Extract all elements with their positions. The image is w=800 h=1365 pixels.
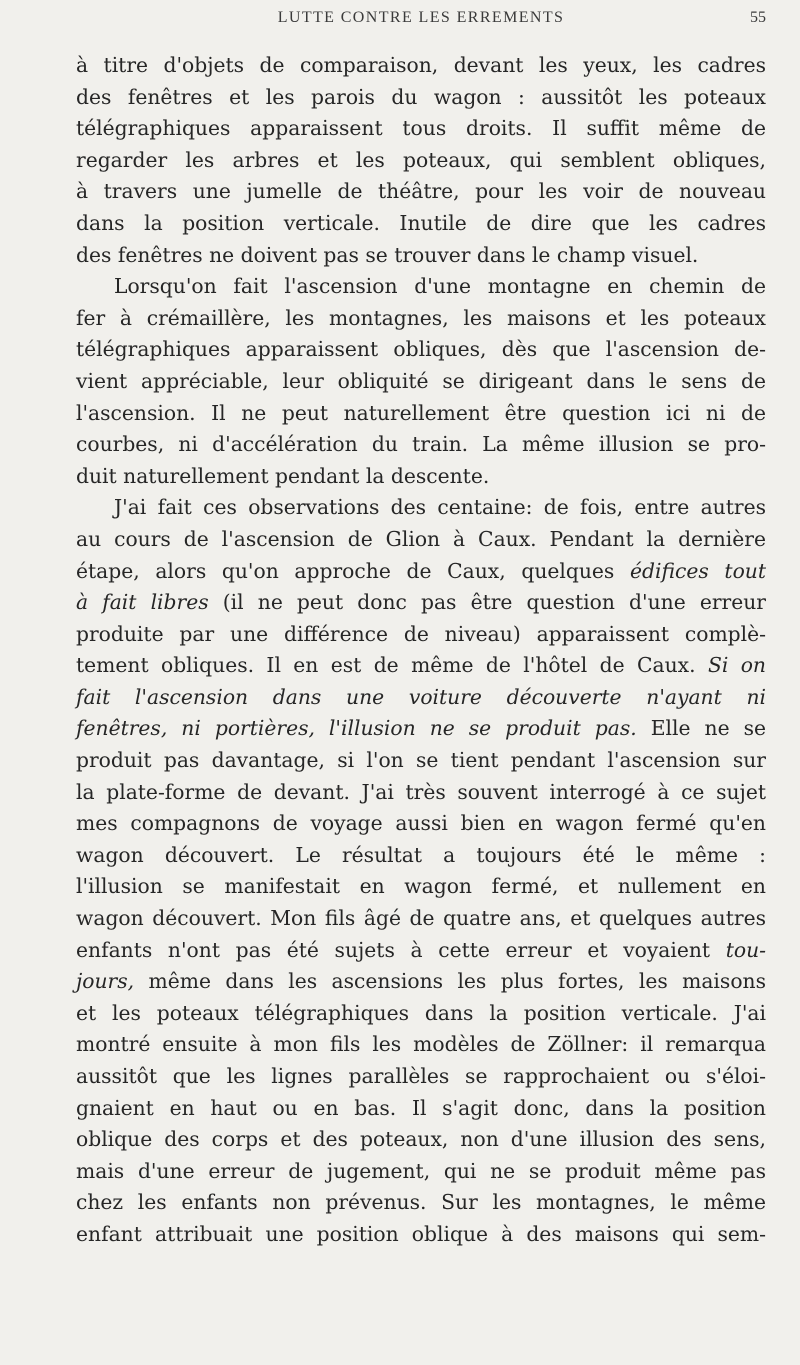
text-line: à travers une jumelle de théâtre, pour les voir de nouveau <box>76 179 766 204</box>
text-line: fenêtres, ni portières, l'illusion ne se produit pas. Elle ne se <box>76 716 766 741</box>
text-line: aussitôt que les lignes parallèles se rapprochaient ou s'éloi- <box>76 1064 766 1088</box>
text-line: l'illusion se manifestait en wagon fermé, et nullement en <box>76 874 766 899</box>
text-line: la plate-forme de devant. J'ai très souvent interrogé à ce sujet <box>76 779 766 804</box>
text-line: tement obliques. Il en est de même de l'hôtel de Caux. Si on <box>76 653 766 678</box>
text-line: montré ensuite à mon fils les modèles de Zöllner: il remarqua <box>76 1032 766 1057</box>
text-line: à titre d'objets de comparaison, devant les yeux, les cadres <box>76 53 766 77</box>
text-line: regarder les arbres et les poteaux, qui semblent obliques, <box>76 147 766 172</box>
text-line: mes compagnons de voyage aussi bien en wagon fermé qu'en <box>76 811 766 836</box>
text-line: télégraphiques apparaissent obliques, dès que l'ascension de- <box>76 337 766 362</box>
text-line: à fait libres (il ne peut donc pas être question d'une erreur <box>76 590 766 615</box>
text-line: étape, alors qu'on approche de Caux, quelques édifices tout <box>76 558 766 583</box>
text-line: oblique des corps et des poteaux, non d'une illusion des sens, <box>76 1127 766 1152</box>
text-line: jours, même dans les ascensions les plus fortes, les maisons <box>76 969 767 994</box>
text-line: produite par une différence de niveau) apparaissent complè- <box>76 621 766 646</box>
text-line: wagon découvert. Mon fils âgé de quatre ans, et quelques autres <box>76 906 766 931</box>
text-line: télégraphiques apparaissent tous droits. Il suffit même de <box>76 116 766 141</box>
text-line: au cours de l'ascension de Glion à Caux. Pendant la dernière <box>76 526 766 551</box>
running-header <box>76 9 766 35</box>
text-line: dans la position verticale. Inutile de dire que les cadres <box>76 210 766 235</box>
text-line: J'ai fait ces observations des centaine: de fois, entre autres <box>114 495 766 520</box>
text-line: courbes, ni d'accélération du train. La même illusion se pro- <box>76 432 766 457</box>
text-line: fer à crémaillère, les montagnes, les maisons et les poteaux <box>76 305 766 330</box>
text-line: et les poteaux télégraphiques dans la position verticale. J'ai <box>76 1000 766 1025</box>
page-number: 55 <box>750 9 766 26</box>
text-line: des fenêtres et les parois du wagon : aussitôt les poteaux <box>76 84 766 109</box>
text-line: gnaient en haut ou en bas. Il s'agit donc, dans la position <box>76 1095 766 1120</box>
text-line: wagon découvert. Le résultat a toujours été le même : <box>76 842 766 867</box>
text-line: vient appréciable, leur obliquité se dirigeant dans le sens de <box>76 368 766 393</box>
text-line: produit pas davantage, si l'on se tient pendant l'ascension sur <box>76 748 766 773</box>
text-line: l'ascension. Il ne peut naturellement être question ici ni de <box>76 400 766 425</box>
body-text <box>76 50 766 1251</box>
text-line: enfants n'ont pas été sujets à cette erreur et voyaient tou- <box>76 937 766 962</box>
text-line: Lorsqu'on fait l'ascension d'une montagne en chemin de <box>114 274 766 299</box>
text-line: fait l'ascension dans une voiture découverte n'ayant ni <box>76 684 766 709</box>
text-line: duit naturellement pendant la descente. <box>76 463 490 488</box>
running-title: LUTTE CONTRE LES ERREMENTS <box>277 9 565 26</box>
text-line: chez les enfants non prévenus. Sur les montagnes, le même <box>76 1190 766 1215</box>
text-line: des fenêtres ne doivent pas se trouver dans le champ visuel. <box>76 242 699 267</box>
text-line: mais d'une erreur de jugement, qui ne se produit même pas <box>76 1158 766 1183</box>
text-line: enfant attribuait une position oblique à des maisons qui sem- <box>76 1221 766 1246</box>
